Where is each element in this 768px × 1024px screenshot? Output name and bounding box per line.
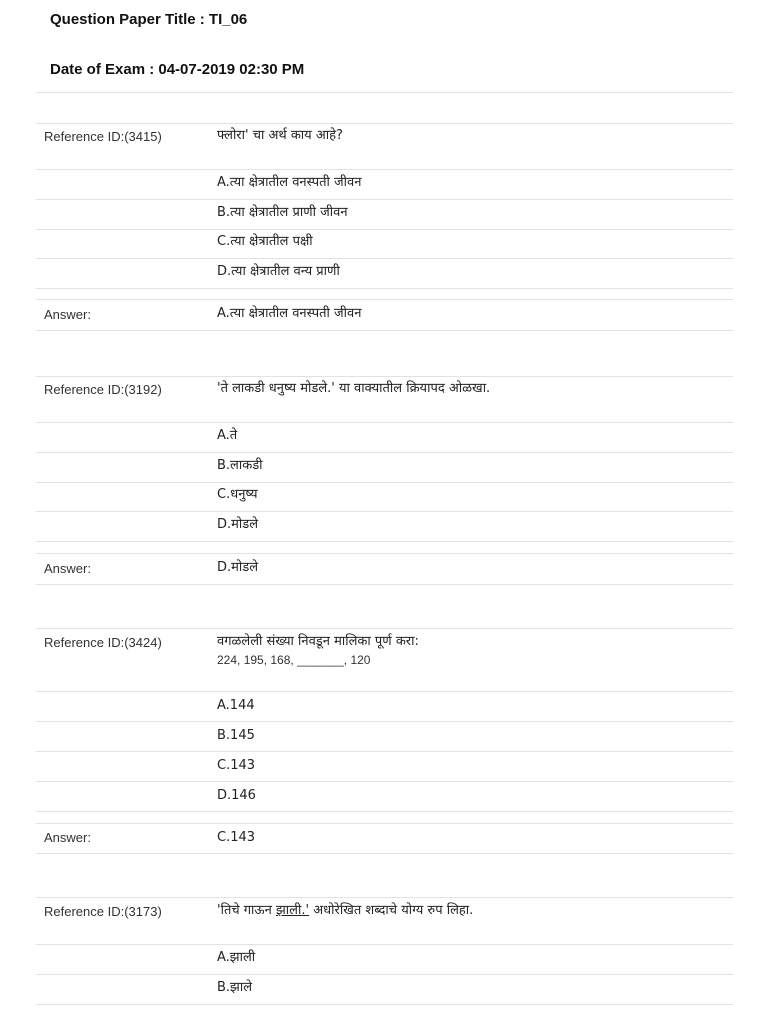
divider xyxy=(36,169,733,170)
divider xyxy=(36,721,733,722)
answer-value: A.त्या क्षेत्रातील वनस्पती जीवन xyxy=(217,306,362,321)
reference-id: Reference ID:(3415) xyxy=(44,129,162,144)
option-a: A.झाली xyxy=(217,950,256,965)
divider xyxy=(36,541,733,542)
divider xyxy=(36,288,733,289)
divider xyxy=(36,422,733,423)
divider xyxy=(36,823,733,824)
question-subtext: 224, 195, 168, _______, 120 xyxy=(217,653,371,667)
divider xyxy=(36,330,733,331)
date-label: Date of Exam : xyxy=(50,61,159,78)
title-value: TI_06 xyxy=(208,11,248,28)
reference-id: Reference ID:(3192) xyxy=(44,382,162,397)
option-a: A.144 xyxy=(217,698,255,713)
divider xyxy=(36,258,733,259)
option-c: C.143 xyxy=(217,758,256,773)
option-b: B.145 xyxy=(217,728,255,743)
question-paper-title xyxy=(50,11,247,28)
divider xyxy=(36,1004,733,1005)
option-c: C.धनुष्य xyxy=(217,487,258,502)
option-d: D.146 xyxy=(217,788,256,803)
answer-label: Answer: xyxy=(44,830,91,845)
divider xyxy=(36,511,733,512)
option-b: B.लाकडी xyxy=(217,458,263,473)
title-label: Question Paper Title : xyxy=(50,11,209,28)
divider xyxy=(36,751,733,752)
option-c: C.त्या क्षेत्रातील पक्षी xyxy=(217,234,313,249)
question-text: वगळलेली संख्या निवडून मालिका पूर्ण करा: xyxy=(217,634,419,649)
divider xyxy=(36,628,733,629)
divider xyxy=(36,123,733,124)
divider xyxy=(36,482,733,483)
answer-value: C.143 xyxy=(217,830,256,845)
exam-date xyxy=(50,61,304,78)
option-b: B.झाले xyxy=(217,980,253,995)
divider xyxy=(36,974,733,975)
divider xyxy=(36,781,733,782)
answer-label: Answer: xyxy=(44,561,91,576)
underlined-word: झाली.' xyxy=(275,903,310,918)
divider xyxy=(36,92,733,93)
date-value: 04-07-2019 02:30 PM xyxy=(158,61,305,78)
option-a: A.त्या क्षेत्रातील वनस्पती जीवन xyxy=(217,175,362,190)
divider xyxy=(36,199,733,200)
question-text: 'ते लाकडी धनुष्य मोडले.' या वाक्यातील क्रियापद ओळखा. xyxy=(217,381,491,396)
divider xyxy=(36,897,733,898)
option-a: A.ते xyxy=(217,428,238,443)
divider xyxy=(36,584,733,585)
answer-value: D.मोडले xyxy=(217,560,259,575)
reference-id: Reference ID:(3173) xyxy=(44,904,162,919)
divider xyxy=(36,691,733,692)
option-d: D.त्या क्षेत्रातील वन्य प्राणी xyxy=(217,264,340,279)
option-b: B.त्या क्षेत्रातील प्राणी जीवन xyxy=(217,205,348,220)
question-text: फ्लोरा' चा अर्थ काय आहे? xyxy=(217,128,343,143)
divider xyxy=(36,229,733,230)
divider xyxy=(36,944,733,945)
divider xyxy=(36,553,733,554)
question-text-part: 'तिचे गाऊन xyxy=(217,903,276,918)
reference-id: Reference ID:(3424) xyxy=(44,635,162,650)
question-text xyxy=(217,903,473,919)
option-d: D.मोडले xyxy=(217,517,259,532)
question-text-part: अधोरेखित शब्दाचे योग्य रुप लिहा. xyxy=(309,903,474,918)
divider xyxy=(36,299,733,300)
answer-label: Answer: xyxy=(44,307,91,322)
divider xyxy=(36,452,733,453)
divider xyxy=(36,811,733,812)
divider xyxy=(36,853,733,854)
divider xyxy=(36,376,733,377)
